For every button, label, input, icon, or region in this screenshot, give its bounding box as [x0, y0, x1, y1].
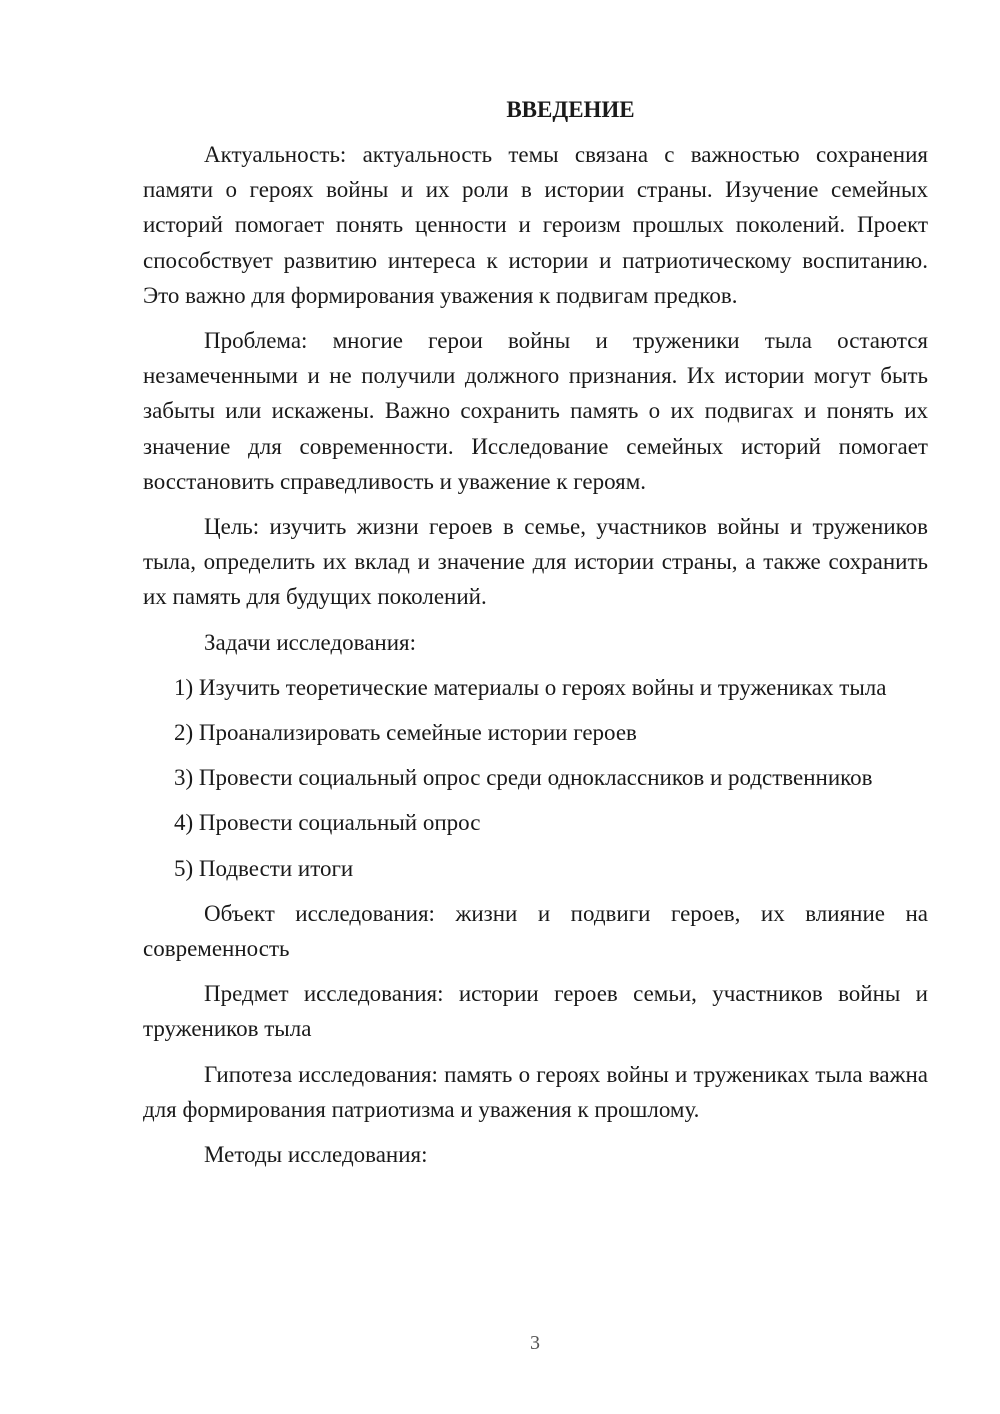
task-item-4: 4) Провести социальный опрос	[174, 810, 481, 836]
hypothesis-paragraph: Гипотеза исследования: память о героях войны и тружениках тыла важна для формирования патриотизма и уважения к прошлому.	[143, 1061, 928, 1122]
relevance-paragraph: Актуальность: актуальность темы связана с важностью сохранения памяти о героях войны и их роли в истории страны. Изучение семейных историй помогает понять ценности и героизм прошлых поколений. Проект способствует развитию интереса к истории и патриотическому воспитанию. Это важно для формирования уважения к подвигам предков.	[143, 142, 928, 308]
problem-paragraph: Проблема: многие герои войны и труженики тыла остаются незамеченными и не получили должного признания. Их истории могут быть забыты или искажены. Важно сохранить память о их подвигах и понять их значение для современности. Исследование семейных историй помогает восстановить справедливость и уважение к героям.	[143, 328, 928, 494]
section-heading: ВВЕДЕНИЕ	[506, 97, 635, 122]
task-item-5: 5) Подвести итоги	[174, 855, 354, 881]
task-item-1: 1) Изучить теоретические материалы о героях войны и тружениках тыла	[174, 674, 887, 700]
task-item-3: 3) Провести социальный опрос среди одноклассников и родственников	[174, 765, 873, 791]
methods-paragraph: Методы исследования:	[204, 1142, 428, 1168]
goal-paragraph: Цель: изучить жизни героев в семье, участников войны и тружеников тыла, определить их вклад и значение для истории страны, а также сохранить их память для будущих поколений.	[143, 514, 928, 610]
task-item-2: 2) Проанализировать семейные истории героев	[174, 720, 637, 746]
object-paragraph: Объект исследования: жизни и подвиги героев, их влияние на современность	[143, 900, 928, 962]
document-page	[143, 92, 928, 1182]
subject-paragraph: Предмет исследования: истории героев семьи, участников войны и тружеников тыла	[143, 981, 928, 1042]
page-number: 3	[530, 1332, 540, 1354]
tasks-intro: Задачи исследования:	[204, 629, 417, 655]
